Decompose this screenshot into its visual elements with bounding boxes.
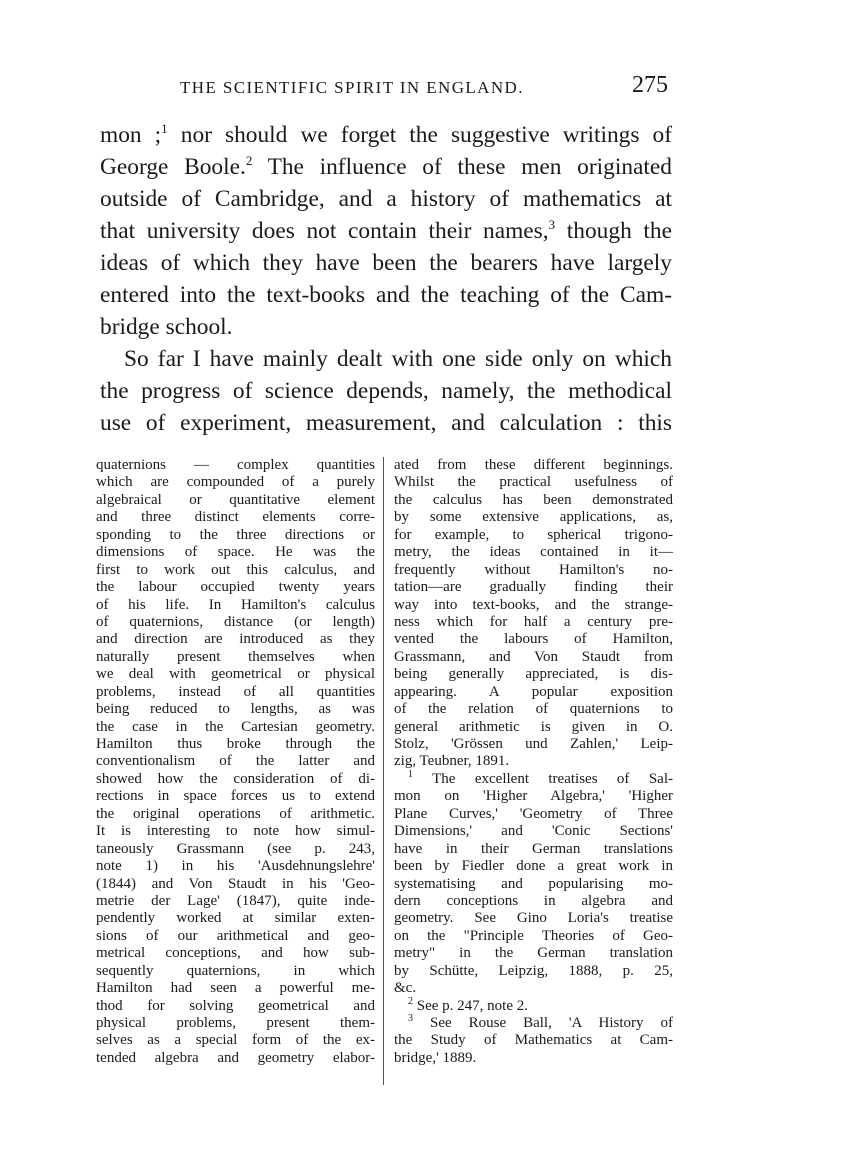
footnote-line: appearing. A popular exposition — [394, 683, 673, 700]
footnote-marker: 3 — [408, 1013, 413, 1024]
footnote-line: taneously Grassmann (see p. 243, — [96, 840, 375, 857]
footnote-line: metry, the ideas contained in it— — [394, 544, 673, 561]
footnote-line: showed how the consideration of di- — [96, 770, 375, 787]
footnote-line: we deal with geometrical or physical — [96, 666, 375, 683]
footnote-line: bridge,' 1889. — [394, 1049, 477, 1066]
footnote-ref: 3 — [548, 217, 556, 233]
footnote-line: problems, instead of all quantities — [96, 683, 375, 700]
footnote-line: been by Fiedler done a great work in — [394, 858, 673, 875]
footnote-line: being reduced to lengths, as was — [96, 701, 375, 718]
footnote-line: Whilst the practical usefulness of — [394, 474, 673, 491]
footnote-line: rections in space forces us to extend — [96, 788, 375, 805]
footnote-line: the labour occupied twenty years — [96, 579, 375, 596]
footnote-line: dern conceptions in algebra and — [394, 892, 673, 909]
footnote-line: tended algebra and geometry elabor- — [96, 1049, 375, 1066]
footnote-ref: 2 — [245, 153, 253, 169]
footnote-line: Hamilton had seen a powerful me- — [96, 980, 375, 997]
body-line: outside of Cambridge, and a history of mathematics at — [100, 186, 672, 212]
footnote-line: note 1) in his 'Ausdehnungslehre' — [96, 858, 375, 875]
footnote-line: Plane Curves,' 'Geometry of Three — [394, 805, 673, 822]
main-text — [100, 119, 672, 439]
footnote-line: sponding to the three directions or — [96, 526, 375, 543]
footnote-line: sequently quaternions, in which — [96, 962, 375, 979]
footnote-line: of the relation of quaternions to — [394, 701, 673, 718]
body-line: the progress of science depends, namely, the methodical — [100, 378, 672, 404]
footnote-line: Grassmann, and Von Staudt from — [394, 648, 673, 665]
footnote-line: (1844) and Von Staudt in his 'Geo- — [96, 875, 375, 892]
footnote-line: dimensions of space. He was the — [96, 544, 375, 561]
footnote-line: way into text-books, and the strange- — [394, 596, 673, 613]
footnote-line: algebraical or quantitative element — [96, 491, 375, 508]
footnote-column-left — [96, 457, 375, 1067]
footnote-line: zig, Teubner, 1891. — [394, 753, 510, 770]
footnote-line: which are compounded of a purely — [96, 474, 375, 491]
footnote-line: thod for solving geometrical and — [96, 997, 375, 1014]
footnote-line: geometry. See Gino Loria's treatise — [394, 910, 673, 927]
footnote-line: the case in the Cartesian geometry. — [96, 718, 375, 735]
footnote-line: by some extensive applications, as, — [394, 509, 673, 526]
footnote-line: and direction are introduced as they — [96, 631, 375, 648]
page-number: 275 — [632, 72, 668, 98]
body-line: use of experiment, measurement, and calculation : this — [100, 410, 672, 436]
body-line: mon ;$^1$ nor should we forget the suggestive writings of — [100, 121, 673, 148]
footnote-line: &c. — [394, 980, 417, 997]
footnote-marker: 2 — [408, 995, 413, 1007]
footnote-line: and three distinct elements corre- — [96, 509, 375, 526]
footnote-line: by Schütte, Leipzig, 1888, p. 25, — [394, 962, 673, 979]
footnote-line: of his life. In Hamilton's calculus — [96, 596, 375, 613]
body-line: ideas of which they have been the bearers have largely — [100, 250, 672, 276]
footnote-line: general arithmetic is given in O. — [394, 718, 673, 735]
footnote-line: quaternions — complex quantities — [96, 457, 375, 473]
footnote-line: It is interesting to note how simul- — [96, 823, 375, 840]
body-line: that university does not contain their names,$^3$ though the — [100, 217, 673, 244]
footnote-line: for example, to spherical trigono- — [394, 526, 673, 543]
footnote-line: $^1$ The excellent treatises of Sal- — [408, 768, 673, 787]
body-line: entered into the text-books and the teaching of the Cam- — [100, 282, 672, 308]
footnote-line: Dimensions,' and 'Conic Sections' — [394, 823, 673, 840]
footnote-line: pendently worked at similar exten- — [96, 910, 375, 927]
footnote-line: Hamilton thus broke through the — [96, 736, 375, 752]
body-line: bridge school. — [100, 314, 233, 340]
footnote-line: frequently without Hamilton's no- — [394, 561, 673, 578]
footnote-line: have in their German translations — [394, 840, 673, 857]
footnote-line: mon on 'Higher Algebra,' 'Higher — [394, 788, 673, 805]
footnote-line: being generally appreciated, is dis- — [394, 666, 673, 683]
footnote-line: ated from these different beginnings. — [394, 457, 673, 473]
body-line: So far I have mainly dealt with one side only on which — [124, 346, 672, 372]
body-line: George Boole.$^2$ The influence of these men originated — [100, 153, 672, 180]
footnote-line: metrie der Lage' (1847), quite inde- — [96, 892, 375, 909]
footnote-line: Stolz, 'Grössen und Zahlen,' Leip- — [394, 736, 673, 752]
running-title: THE SCIENTIFIC SPIRIT IN ENGLAND. — [180, 78, 524, 97]
footnote-line: conventionalism of the latter and — [96, 753, 375, 770]
footnote-column-right — [394, 457, 673, 1067]
footnote-line: $^3$ See Rouse Ball, 'A History of — [408, 1013, 673, 1031]
footnote-marker: 1 — [408, 768, 413, 780]
footnote-line: the calculus has been demonstrated — [394, 491, 673, 508]
footnote-ref: 1 — [161, 121, 168, 137]
footnote-line: tation—are gradually finding their — [394, 579, 673, 596]
footnote-line: $^2$ See p. 247, note 2. — [408, 995, 528, 1014]
footnote-line: sions of our arithmetical and geo- — [96, 927, 375, 944]
footnote-line: metry" in the German translation — [394, 945, 673, 962]
footnote-line: the original operations of arithmetic. — [96, 805, 375, 822]
running-header — [100, 72, 672, 106]
footnote-line: vented the labours of Hamilton, — [394, 631, 673, 648]
footnote-line: first to work out this calculus, and — [96, 561, 375, 578]
footnote-line: systematising and popularising mo- — [394, 875, 673, 892]
footnote-line: physical problems, present them- — [96, 1015, 375, 1031]
footnote-line: the Study of Mathematics at Cam- — [394, 1032, 673, 1049]
footnote-line: ness which for half a century pre- — [394, 613, 673, 630]
column-rule — [383, 457, 384, 1085]
footnote-line: naturally present themselves when — [96, 648, 375, 665]
footnote-line: of quaternions, distance (or length) — [96, 613, 375, 630]
footnote-line: selves as a special form of the ex- — [96, 1032, 375, 1049]
footnote-line: on the "Principle Theories of Geo- — [394, 927, 673, 944]
footnote-line: metrical conceptions, and how sub- — [96, 945, 375, 962]
